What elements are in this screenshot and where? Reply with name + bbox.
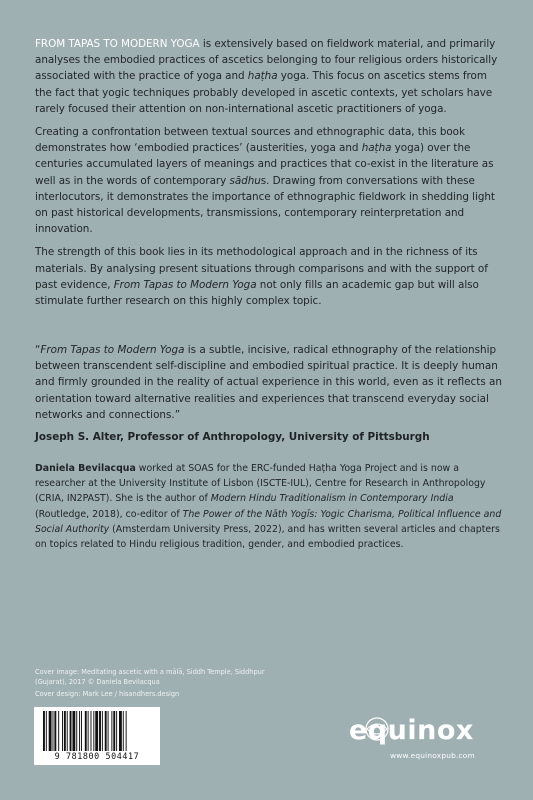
barcode-bar [81, 711, 82, 751]
blurb-text: The strength of this book lies in its methodological approach and in the richness of its materials. By analysing present situations through comparisons and with the support of past evidence, [35, 246, 488, 291]
barcode-bar [123, 711, 124, 751]
barcode-bar [43, 711, 45, 751]
barcode-bar [99, 711, 101, 751]
isbn-barcode [34, 707, 160, 765]
barcode-bar [53, 711, 54, 751]
barcode-bar [64, 711, 66, 751]
barcode-bar [126, 711, 127, 751]
endorsement-quote [35, 342, 503, 423]
blurb-text: is extensively based on fieldwork material, and primarily analyses the embodied practices of ascetics belonging to four religious orders historically associated with the practice of yoga and [35, 38, 498, 83]
barcode-bar [113, 711, 115, 751]
endorsement-text: is a subtle, incisive, radical ethnography of the relationship between transcendent self-discipline and embodied spiritual practice. It is deeply human and firmly grounded in the reality of actual experience in this world, even as it reflects an orientation toward alternative realities and experiences that transcend everyday social networks and connections.” [35, 344, 502, 421]
bio-book-title: The Power of the Nāth Yogīs: Yogic Charisma, Political Influence and Social Authority [35, 508, 502, 535]
blurb-paragraph-2 [35, 124, 503, 237]
barcode-bar [70, 711, 72, 751]
author-bio-text [35, 461, 503, 552]
blurb-text: Creating a confrontation between textual sources and ethnographic data, this book demonstrates how ‘embodied practices’ (austerities, yoga and [35, 126, 465, 155]
bio-text: (Routledge, 2018), co-editor of [35, 508, 183, 520]
barcode-bar [108, 711, 109, 751]
barcode-bar [91, 711, 92, 751]
publisher-block [345, 712, 505, 760]
barcode-bar [49, 711, 52, 751]
barcode-bars [43, 711, 151, 751]
barcode-bar [62, 711, 63, 751]
endorsement-attribution: Joseph S. Alter, Professor of Anthropology, University of Pittsburgh [35, 431, 430, 444]
cover-image-credit: Cover image: Meditating ascetic with a mālā, Siddh Temple, Siddhpur (Gujarat), 2017 © Daniela Bevilacqua [35, 668, 265, 687]
publisher-website: www.equinoxpub.com [390, 751, 475, 760]
barcode-bar [72, 711, 75, 751]
barcode-bar [111, 711, 112, 751]
barcode-bar [95, 711, 98, 751]
open-quote-mark: “ [35, 344, 41, 356]
blurb-italic-term: haṭha [247, 70, 278, 83]
barcode-bar [105, 711, 107, 751]
barcode-bar [102, 711, 103, 751]
cover-design-credit: Cover design: Mark Lee / hisandhers.design [35, 689, 180, 698]
isbn-number: 9 781800 504417 [54, 751, 140, 761]
equinox-logo [345, 712, 505, 748]
bio-text: (Amsterdam University Press, 2022), and has written several articles and chapters on topics related to Hindu religious tradition, gender, and embodied practices. [35, 523, 500, 551]
endorsement [35, 342, 503, 443]
cover-credits [35, 667, 275, 700]
barcode-bar [58, 711, 59, 751]
endorsement-book-title: From Tapas to Modern Yoga [40, 344, 185, 356]
bio-text: worked at SOAS for the ERC-funded Haṭha Yoga Project and is now a researcher at the University Institute of Lisbon (ISCTE-IUL), Centre for Research in Anthropology (CRIA, IN2PAST). She is the author of [35, 463, 486, 505]
blurb-text: s. Drawing from conversations with these interlocutors, it demonstrates the importance of ethnographic fieldwork in shedding light on past historical developments, transmissions, contemporary reinterpretation and innovation. [35, 174, 495, 236]
barcode-bar [46, 711, 47, 751]
barcode-bar [85, 711, 87, 751]
barcode-bar [54, 711, 56, 751]
barcode-bar [67, 711, 68, 751]
barcode-bar [79, 711, 80, 751]
author-bio [35, 461, 503, 552]
barcode-bar [88, 711, 89, 751]
blurb-italic-term: sādhu [229, 174, 261, 187]
bio-book-title: Modern Hindu Traditionalism in Contemporary India [210, 493, 454, 505]
blurb-text: not only fills an academic gap but will also stimulate further research on this highly complex topic. [35, 278, 479, 308]
blurb-text: yoga. This focus on ascetics stems from the fact that yogic techniques probably developed in ascetic contexts, yet scholars have rarely focused their attention on non-international ascetic practitioners of yoga. [35, 70, 493, 115]
blurb-italic-term: haṭha [361, 142, 392, 155]
barcode-bar [116, 711, 117, 751]
blurb-paragraph-3 [35, 244, 503, 309]
book-blurb [35, 36, 503, 316]
logo-wordmark: equinox [349, 715, 474, 746]
blurb-text: yoga) over the centuries accumulated layers of meanings and practices that co-exist in the literature as well as in the words of contemporary [35, 142, 494, 187]
author-name: Daniela Bevilacqua [35, 463, 136, 474]
blurb-italic-title: From Tapas to Modern Yoga [113, 278, 257, 291]
barcode-bar [76, 711, 77, 751]
barcode-bar [93, 711, 94, 751]
blurb-paragraph-1 [35, 36, 503, 117]
blurb-book-title-caps: FROM TAPAS TO MODERN YOGA [35, 38, 200, 50]
barcode-bar [119, 711, 122, 751]
